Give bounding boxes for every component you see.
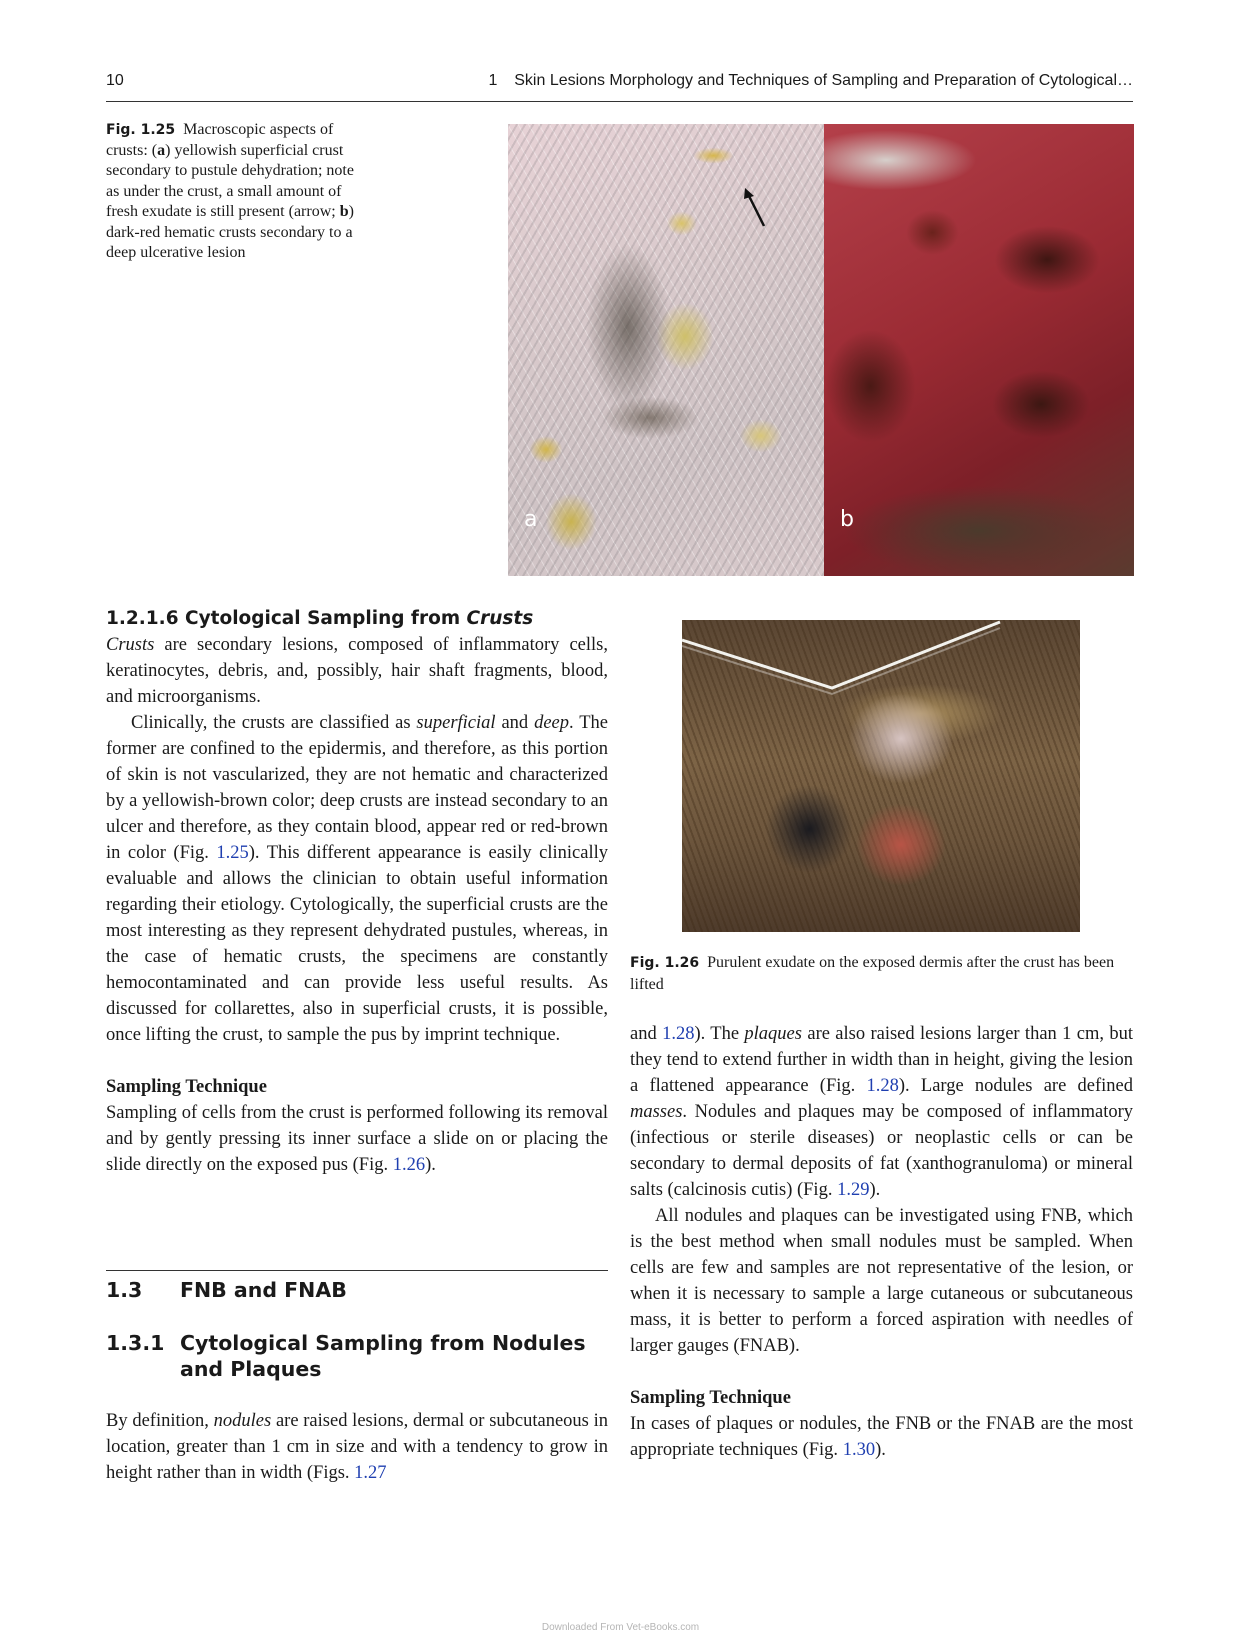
section-number: 1.3.1 [106,1331,165,1355]
section-heading-1-3 [106,1278,347,1302]
figure-1-25a-photo [508,124,824,576]
panel-letter-b: b [840,507,854,532]
paragraph-text: ). [875,1440,886,1460]
sampling-technique-heading: Sampling Technique [106,1077,267,1097]
figure-label: Fig. 1.26 [630,955,700,971]
caption-text: Macroscopic aspects of crusts: ( [106,121,334,159]
running-header [106,70,1133,102]
paragraph-crusts-classification [106,710,608,1048]
left-column [106,606,608,1178]
heading-italic: Crusts [466,608,534,629]
paragraph-plaques [630,1021,1133,1203]
paragraph-nodules-definition [106,1408,608,1486]
figure-ref-link[interactable]: 1.28 [866,1076,899,1096]
paragraph-fnb-fnab: All nodules and plaques can be investigated using FNB, which is the best method when small nodules must be sampled. When cells are few and samples are not representative of the lesion, or when it is necessary to sample a large cutaneous or subcutaneous mass, it is better to perform a forced aspiration with needles of larger gauges (FNAB). [630,1206,1133,1356]
paragraph-text: are raised lesions, dermal or subcutaneous in location, greater than 1 cm in size and with a tendency to grow in height rather than in width (Figs. [106,1411,608,1483]
section-heading-1-3-1 [106,1330,608,1382]
sampling-technique-heading: Sampling Technique [630,1388,791,1408]
paragraph-text: ). The [694,1024,745,1044]
figure-ref-link[interactable]: 1.25 [216,843,249,863]
term-italic: superficial [416,713,496,733]
paragraph-text: are secondary lesions, composed of inflammatory cells, keratinocytes, debris, and, possibly, hair shaft fragments, blood, and microorganisms. [106,635,608,707]
paragraph-text: In cases of plaques or nodules, the FNB or the FNAB are the most appropriate techniques (Fig. [630,1414,1133,1460]
figure-1-26-caption [630,952,1133,995]
paragraph-text: Clinically, the crusts are classified as [131,713,417,733]
paragraph-text: By definition, [106,1411,214,1431]
download-watermark: Downloaded From Vet-eBooks.com [541,1622,700,1633]
figure-1-25b-photo [824,124,1134,576]
caption-panel-ref: b [339,203,349,220]
figure-1-26-photo [682,620,1080,932]
figure-1-25-caption [106,120,356,264]
paragraph-sampling-nodules [630,1411,1133,1463]
left-column-bottom [106,1408,608,1486]
term-italic: plaques [744,1024,802,1044]
figure-ref-link[interactable]: 1.26 [392,1155,426,1175]
paragraph-text: . The former are confined to the epidermis, and therefore, as this portion of skin is not vascularized, they are not hematic and characterized by a yellowish-brown color; deep crusts are instead secondary to an ulcer and therefore, as they contain blood, appear red or red-brown in color (Fig. [106,713,608,863]
panel-letter-a: a [524,507,538,532]
section-title: FNB and FNAB [180,1278,347,1302]
section-divider [106,1270,608,1271]
term-italic: Crusts [106,635,155,655]
paragraph-text: and [630,1024,663,1044]
paragraph-text: ). Large nodules are defined [898,1076,1133,1096]
figure-ref-link[interactable]: 1.27 [354,1463,387,1483]
paragraph-text: ). [869,1180,881,1200]
term-italic: deep [534,713,570,733]
caption-panel-ref: a [157,141,166,159]
page-number: 10 [106,72,124,89]
glass-slide-edge [682,620,1080,700]
paragraph-text: Sampling of cells from the crust is performed following its removal and by gently pressing its inner surface a slide on or placing the slide directly on the exposed pus (Fig. [106,1103,608,1175]
figure-label: Fig. 1.25 [106,122,176,138]
section-title: Cytological Sampling from Nodules and Plaques [180,1331,586,1381]
caption-text: ) dark-red hematic crusts secondary to a deep ulcerative lesion [106,203,354,261]
paragraph-text: . Nodules and plaques may be composed of inflammatory (infectious or sterile diseases) or neoplastic cells or can be secondary to dermal deposits of fat (xanthogranuloma) or mineral salts (calcinosis cutis) (Fig. [630,1102,1133,1200]
figure-ref-link[interactable]: 1.29 [837,1180,870,1200]
heading-text: 1.2.1.6 Cytological Sampling from [106,608,467,629]
paragraph-text: and [495,713,535,733]
section-number: 1.3 [106,1278,143,1302]
section-heading-1-2-1-6 [106,606,608,632]
paragraph-text: ). [425,1155,436,1175]
figure-ref-link[interactable]: 1.30 [842,1440,876,1460]
paragraph-text: are also raised lesions larger than 1 cm, but they tend to extend further in width than in height, giving the lesion a flattened appearance (Fig. [630,1024,1134,1096]
right-column [630,1021,1133,1463]
term-italic: masses [630,1102,683,1122]
caption-text: Purulent exudate on the exposed dermis after the crust has been lifted [630,954,1115,993]
paragraph-crusts-definition [106,632,608,710]
paragraph-text: ). This different appearance is easily clinically evaluable and allows the clinician to obtain useful information regarding their etiology. Cytologically, the superficial crusts are the most interesting as they represent dehydrated pustules, whereas, in the case of hematic crusts, the specimens are constantly hemocontaminated and can provide less useful results. As discussed for collarettes, also in superficial crusts, it is possible, once lifting the crust, to sample the pus by imprint technique. [106,843,608,1045]
caption-text: ) yellowish superficial crust secondary to pustule dehydration; note as under the crust, a small amount of fresh exudate is still present (arrow; [106,141,354,220]
paragraph-sampling-crust [106,1100,608,1178]
running-title: 1 Skin Lesions Morphology and Techniques of Sampling and Preparation of Cytological… [488,72,1133,89]
figure-ref-link[interactable]: 1.28 [662,1024,695,1044]
arrow-icon [742,188,770,228]
term-italic: nodules [213,1411,272,1431]
